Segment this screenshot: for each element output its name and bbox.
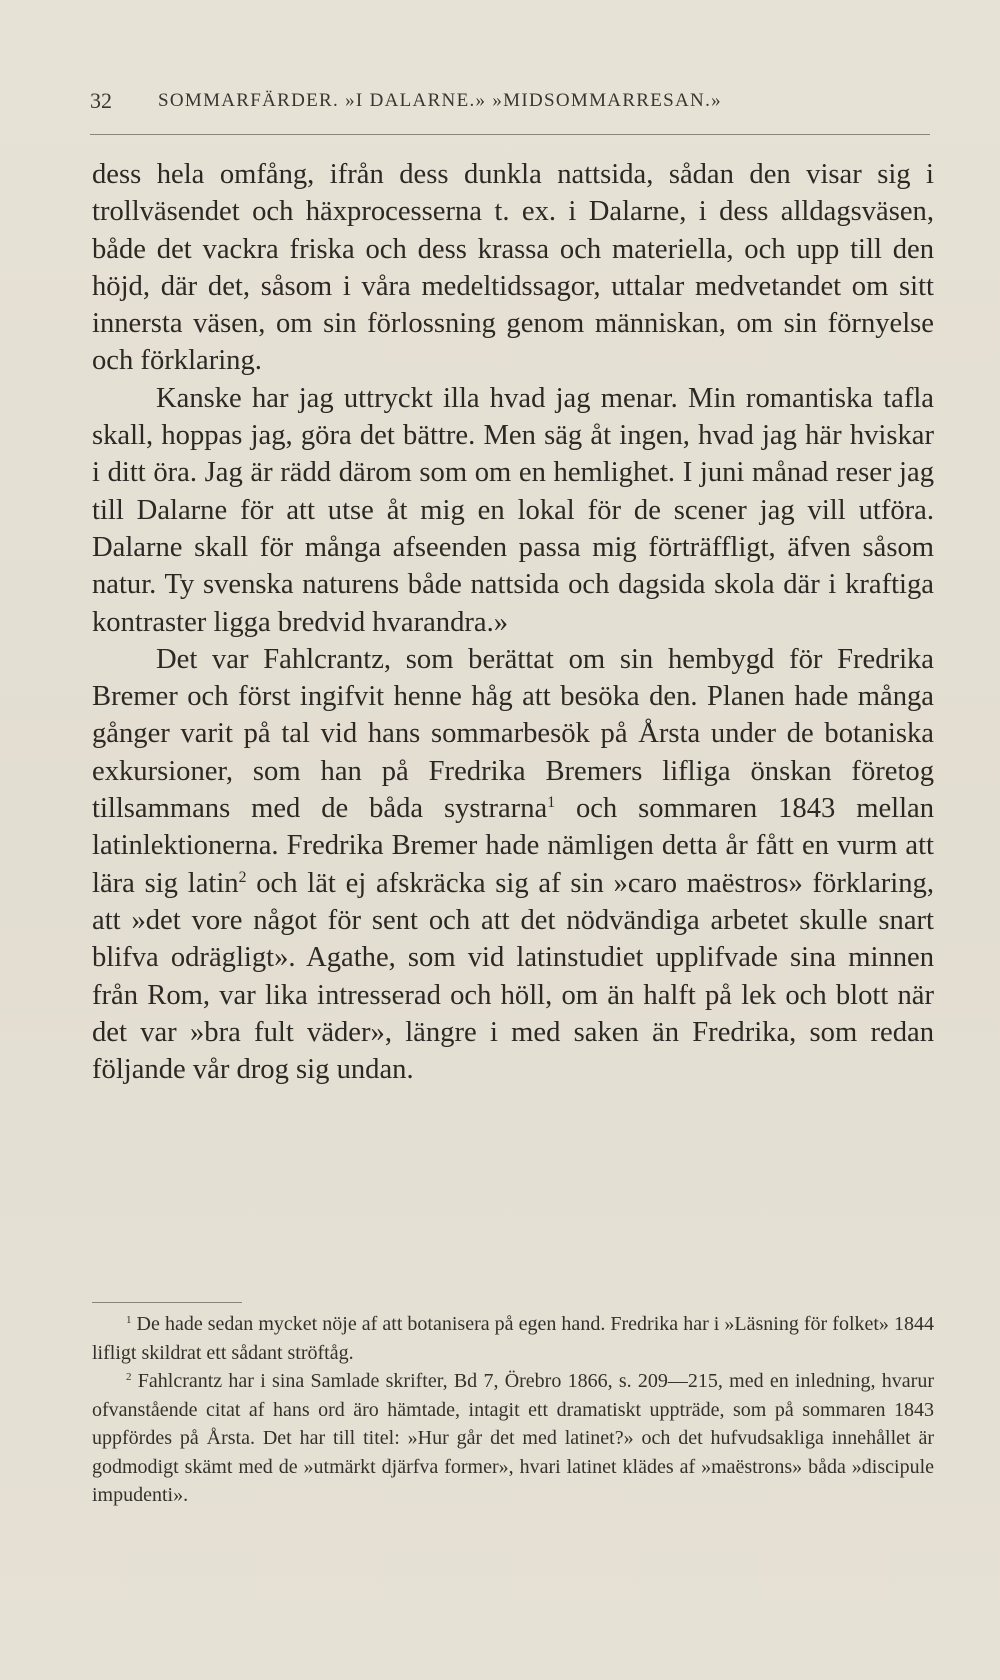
paragraph-2 xyxy=(92,380,934,641)
header-rule xyxy=(90,134,930,135)
running-header xyxy=(90,88,930,122)
footnote-2-marker: 2 xyxy=(126,1370,132,1383)
footnote-ref-1[interactable]: 1 xyxy=(547,793,556,811)
paragraph-3-text-b: och sommaren 1843 mellan latinlektionerna. Fredrika Bremer hade nämligen detta år fått en vurm att lära sig latin xyxy=(92,793,935,899)
footnotes xyxy=(92,1310,934,1510)
paragraph-2-text: Kanske har jag uttryckt illa hvad jag menar. Min romantiska tafla skall, hoppas jag, göra det bättre. Men säg åt ingen, hvad jag här hviskar i ditt öra. Jag är rädd därom som om en hemlighet. I juni månad reser jag till Dalarne för att utse åt mig en lokal för de scener jag vill utföra. Dalarne skall för många afseenden passa mig förträffligt, äfven såsom natur. Ty svenska naturens både nattsida och dagsida skola där i kraftiga kontraster ligga bredvid hvarandra.» xyxy=(92,382,934,638)
footnote-2-text: Fahlcrantz har i sina Samlade skrifter, Bd 7, Örebro 1866, s. 209—215, med en inledning, hvarur ofvanstående citat af hans ord äro hämtade, intagit ett dramatiskt uppträde, som på sommaren 1843 uppfördes på Årsta. Det har till titel: »Hur går det med latinet?» och det hufvudsakliga innehållet är godmodigt skämt med de »utmärkt djärfva former», hvari latinet klädes af »maëstrons» båda »discipule impudenti». xyxy=(92,1370,934,1506)
main-text xyxy=(92,156,934,1088)
paragraph-3-text-c: och lät ej afskräcka sig af sin »caro maëstros» förklaring, att »det vore något för sent och att det nödvändiga arbetet skulle snart blifva odrägligt». Agathe, som vid latinstudiet upplifvade sina minnen från Rom, var lika intresserad och höll, om än halft på lek och blott när det var »bra fult väder», längre i med saken än Fredrika, som redan följande vår drog sig undan. xyxy=(92,867,934,1086)
footnote-ref-2[interactable]: 2 xyxy=(238,868,247,886)
paragraph-3 xyxy=(92,641,934,1089)
paragraph-3-text-a: Det var Fahlcrantz, som berättat om sin hembygd för Fredrika Bremer och först ingifvit henne håg att besöka den. Planen hade många gånger varit på tal vid hans sommarbesök på Årsta under de botaniska exkursioner, som han på Fredrika Bremers lifliga önskan företog tillsammans med de båda systrarna xyxy=(92,643,934,825)
page-number: 32 xyxy=(90,88,112,113)
paragraph-1 xyxy=(92,156,934,380)
running-title: SOMMARFÄRDER. »I DALARNE.» »MIDSOMMARRESAN.» xyxy=(158,90,722,111)
footnote-rule xyxy=(92,1302,242,1303)
footnote-1 xyxy=(92,1310,934,1367)
footnote-2 xyxy=(92,1367,934,1510)
footnote-1-text: De hade sedan mycket nöje af att botanisera på egen hand. Fredrika har i »Läsning för folket» 1844 lifligt skildrat ett sådant ströftåg. xyxy=(92,1313,934,1364)
paragraph-1-text: dess hela omfång, ifrån dess dunkla nattsida, sådan den visar sig i trollväsendet och häxprocesserna t. ex. i Dalarne, i dess alldagsväsen, både det vackra friska och dess krassa och materiella, och upp till den höjd, där det, såsom i våra medeltidssagor, uttalar medvetandet om sitt innersta väsen, om sin förlossning genom människan, om sin förnyelse och förklaring. xyxy=(92,159,934,377)
footnote-1-marker: 1 xyxy=(126,1313,132,1326)
